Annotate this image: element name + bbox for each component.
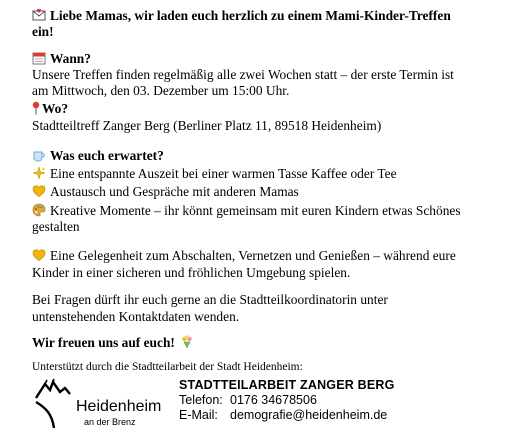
expect-item-1 — [32, 166, 397, 182]
when-line-2: am Mittwoch, den 03. Dezember um 15:00 Uhr. — [32, 83, 290, 98]
headline-line-1 — [32, 8, 451, 24]
palette-icon — [32, 203, 46, 217]
where-heading-text: Wo? — [42, 101, 69, 116]
logo-name: Heidenheim — [76, 398, 162, 415]
headline-text-2: ein! — [32, 24, 54, 39]
expect-item-2 — [32, 184, 299, 200]
questions-line-1: Bei Fragen dürft ihr euch gerne an die Stadtteilkoordinatorin unter — [32, 292, 388, 307]
where-line-1: Stadtteiltreff Zanger Berg (Berliner Platz 11, 89518 Heidenheim) — [32, 118, 382, 133]
expect-item-2-text: Austausch und Gespräche mit anderen Mamas — [50, 184, 299, 199]
opportunity-line-2: Kinder in einer sicheren und fröhlichen Umgebung spielen. — [32, 265, 351, 280]
support-line: Unterstützt durch die Stadtteilarbeit der Stadt Heidenheim: — [32, 361, 303, 373]
where-heading — [32, 101, 68, 117]
expect-item-3 — [32, 203, 461, 219]
city-logo-icon — [32, 378, 78, 434]
closing-line — [32, 335, 198, 351]
when-heading-text: Wann? — [50, 51, 91, 66]
footer — [32, 378, 432, 434]
opportunity-line-1 — [32, 248, 456, 264]
pin-icon — [32, 101, 40, 115]
phone-value: 0176 34678506 — [230, 393, 317, 407]
closing-text: Wir freuen uns auf euch! — [32, 335, 175, 350]
phone-label: Telefon: — [179, 393, 223, 407]
contact-org: STADTTEILARBEIT ZANGER BERG — [179, 378, 395, 392]
expect-heading-text: Was euch erwartet? — [50, 148, 164, 163]
contact-block — [179, 378, 395, 423]
email-value[interactable]: demografie@heidenheim.de — [230, 408, 388, 422]
contact-email-row — [179, 408, 395, 423]
expect-item-3-text: Kreative Momente – ihr könnt gemeinsam mit euren Kindern etwas Schönes — [50, 203, 461, 218]
bouquet-icon — [180, 335, 194, 349]
headline-text-1: Liebe Mamas, wir laden euch herzlich zu einem Mami-Kinder-Treffen — [50, 8, 451, 23]
logo-subtitle: an der Brenz — [84, 417, 136, 427]
expect-item-3-cont: gestalten — [32, 219, 80, 234]
expect-heading — [32, 148, 164, 164]
when-line-1: Unsere Treffen finden regelmäßig alle zwei Wochen statt – der erste Termin ist — [32, 67, 454, 82]
contact-phone-row — [179, 393, 395, 408]
questions-line-2: untenstehenden Kontaktdaten wenden. — [32, 309, 240, 324]
coffee-cup-icon — [32, 148, 46, 162]
email-label: E-Mail: — [179, 408, 218, 422]
heart-icon — [32, 184, 46, 198]
opportunity-text-1: Eine Gelegenheit zum Abschalten, Vernetzen und Genießen – während eure — [50, 248, 456, 263]
sparkles-icon — [32, 166, 46, 180]
heart-icon — [32, 248, 46, 262]
when-heading — [32, 51, 91, 67]
expect-item-1-text: Eine entspannte Auszeit bei einer warmen Tasse Kaffee oder Tee — [50, 166, 397, 181]
calendar-icon — [32, 51, 46, 65]
headline-line-2 — [32, 24, 54, 40]
envelope-icon — [32, 8, 46, 22]
